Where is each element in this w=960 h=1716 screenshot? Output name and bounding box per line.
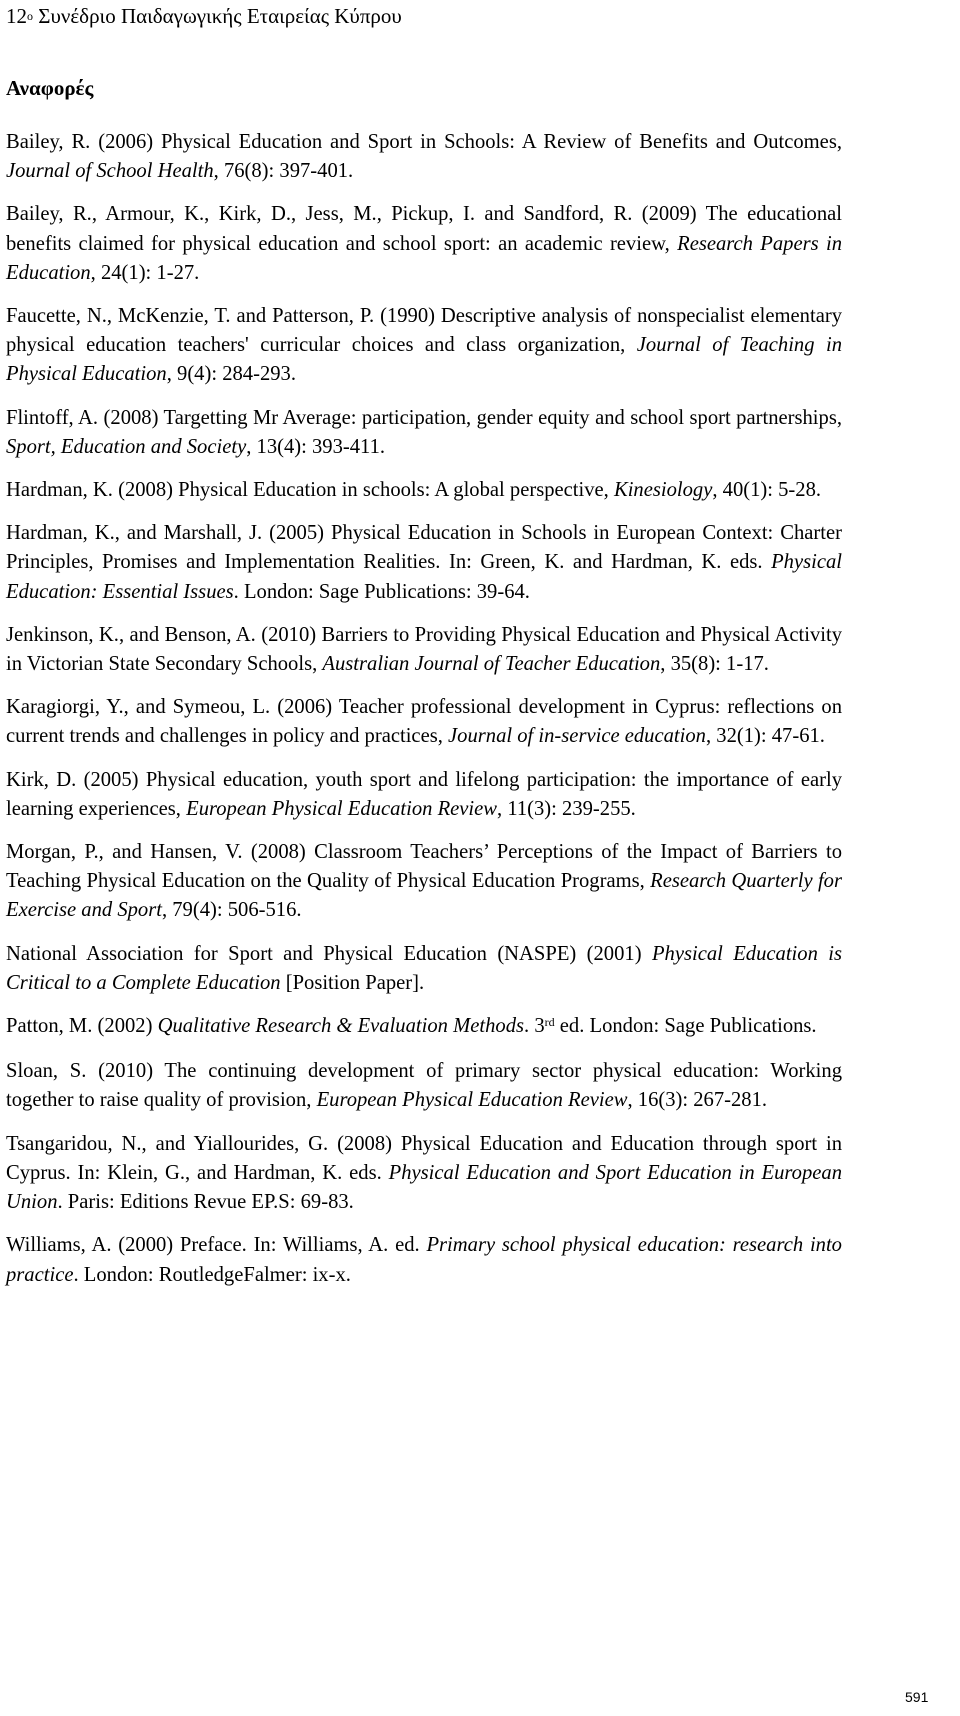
reference-title: Physical Education: Essential Issues bbox=[6, 551, 842, 603]
reference-title: Research Papers in Education bbox=[6, 232, 842, 284]
reference-sloan-2010 bbox=[6, 1057, 842, 1115]
reference-superscript: rd bbox=[544, 1015, 555, 1030]
header-ordinal: ο bbox=[27, 9, 33, 23]
reference-hardman-2008 bbox=[6, 476, 842, 505]
reference-karagiorgi-2006 bbox=[6, 693, 842, 751]
reference-bailey-2009 bbox=[6, 200, 842, 288]
reference-jenkinson-2010 bbox=[6, 621, 842, 679]
reference-text: Kirk, D. (2005) Physical education, youth sport and lifelong participation: the importance of early learning experiences, bbox=[6, 768, 842, 820]
reference-title: Australian Journal of Teacher Education bbox=[322, 653, 661, 676]
section-title: Αναφορές bbox=[6, 76, 94, 100]
reference-title: Kinesiology bbox=[613, 479, 713, 502]
header-number: 12 bbox=[6, 4, 27, 28]
reference-williams-2000 bbox=[6, 1231, 842, 1289]
reference-text: , 9(4): 284-293. bbox=[166, 363, 296, 386]
reference-kirk-2005 bbox=[6, 766, 842, 824]
reference-text: Faucette, N., McKenzie, T. and Patterson, P. (1990) Descriptive analysis of nonspecialist elementary physical education teachers' curricular choices and class organization, bbox=[6, 305, 842, 357]
reference-naspe-2001 bbox=[6, 940, 842, 998]
reference-text: . 3 bbox=[524, 1015, 545, 1038]
reference-text: Flintoff, A. (2008) Targetting Mr Average: participation, gender equity and school sport partnerships, bbox=[6, 406, 842, 429]
reference-text: , 32(1): 47-61. bbox=[705, 725, 825, 748]
reference-text: Bailey, R., Armour, K., Kirk, D., Jess, M., Pickup, I. and Sandford, R. (2009) The educational benefits claimed for physical education and school sport: an academic review, bbox=[6, 203, 842, 255]
reference-text: . London: Sage Publications: 39-64. bbox=[233, 580, 530, 603]
references-list bbox=[6, 128, 842, 1304]
reference-faucette-1990 bbox=[6, 302, 842, 390]
reference-title: European Physical Education Review bbox=[186, 797, 498, 820]
reference-title: Sport, Education and Society bbox=[6, 435, 247, 458]
reference-text: Bailey, R. (2006) Physical Education and Sport in Schools: A Review of Benefits and Outcomes, bbox=[6, 131, 842, 153]
reference-text: , 76(8): 397-401. bbox=[213, 160, 354, 183]
reference-text: Tsangaridou, N., and Yiallourides, G. (2008) Physical Education and Education through sport in Cyprus. In: Klein, G., and Hardman, K. eds. bbox=[6, 1132, 842, 1184]
reference-text: Karagiorgi, Y., and Symeou, L. (2006) Teacher professional development in Cyprus: reflections on current trends and challenges in policy and practices, bbox=[6, 696, 842, 748]
reference-morgan-2008 bbox=[6, 838, 842, 926]
reference-text: , 40(1): 5-28. bbox=[712, 479, 822, 502]
reference-text: Jenkinson, K., and Benson, A. (2010) Barriers to Providing Physical Education and Physical Activity in Victorian State Secondary Schools, bbox=[6, 623, 842, 676]
reference-title: Research Quarterly for Exercise and Sport bbox=[6, 870, 842, 922]
reference-patton-2002 bbox=[6, 1012, 842, 1043]
reference-title: European Physical Education Review bbox=[316, 1089, 628, 1112]
reference-text: , 11(3): 239-255. bbox=[497, 797, 636, 820]
reference-title: Physical Education is Critical to a Complete Education bbox=[6, 942, 842, 994]
reference-text: Patton, M. (2002) bbox=[6, 1015, 158, 1038]
reference-text: ed. London: Sage Publications. bbox=[554, 1015, 817, 1038]
reference-text: , 24(1): 1-27. bbox=[90, 261, 200, 284]
reference-title: Journal of Teaching in Physical Education bbox=[6, 334, 842, 386]
reference-text: Hardman, K., and Marshall, J. (2005) Physical Education in Schools in European Context: Charter Principles, Promises and Implementation Realities. In: Green, K. and Hardman, K. eds. bbox=[6, 522, 842, 574]
reference-flintoff-2008 bbox=[6, 404, 842, 462]
reference-title: Journal of in-service education bbox=[448, 725, 706, 748]
reference-text: Morgan, P., and Hansen, V. (2008) Classroom Teachers’ Perceptions of the Impact of Barriers to Teaching Physical Education on the Quality of Physical Education Programs, bbox=[6, 841, 842, 893]
reference-title: Primary school physical education: research into practice bbox=[6, 1234, 842, 1286]
reference-text: Sloan, S. (2010) The continuing development of primary sector physical education: Working together to raise quality of provision, bbox=[6, 1060, 842, 1112]
reference-text: , 13(4): 393-411. bbox=[246, 435, 386, 458]
page-number: 591 bbox=[905, 1689, 929, 1705]
reference-text: , 16(3): 267-281. bbox=[627, 1089, 768, 1112]
reference-text: , 79(4): 506-516. bbox=[161, 899, 302, 922]
reference-title: Qualitative Research & Evaluation Methods bbox=[157, 1015, 525, 1038]
reference-text: . London: RoutledgeFalmer: ix-x. bbox=[73, 1263, 351, 1286]
header-title: Συνέδριο Παιδαγωγικής Εταιρείας Κύπρου bbox=[33, 4, 402, 28]
reference-bailey-2006 bbox=[6, 128, 842, 186]
reference-text: Williams, A. (2000) Preface. In: Williams, A. ed. bbox=[6, 1234, 427, 1257]
reference-text: . Paris: Editions Revue EP.S: 69-83. bbox=[57, 1191, 354, 1214]
reference-title: Journal of School Health bbox=[6, 160, 214, 183]
running-header bbox=[6, 2, 402, 33]
reference-title: Physical Education and Sport Education in European Union bbox=[6, 1161, 842, 1214]
reference-hardman-2005 bbox=[6, 519, 842, 607]
reference-text: [Position Paper]. bbox=[280, 971, 425, 994]
reference-text: National Association for Sport and Physical Education (NASPE) (2001) bbox=[6, 942, 652, 965]
reference-text: Hardman, K. (2008) Physical Education in schools: A global perspective, bbox=[6, 479, 614, 502]
reference-text: , 35(8): 1-17. bbox=[660, 653, 769, 676]
reference-tsangaridou-2008 bbox=[6, 1130, 842, 1218]
